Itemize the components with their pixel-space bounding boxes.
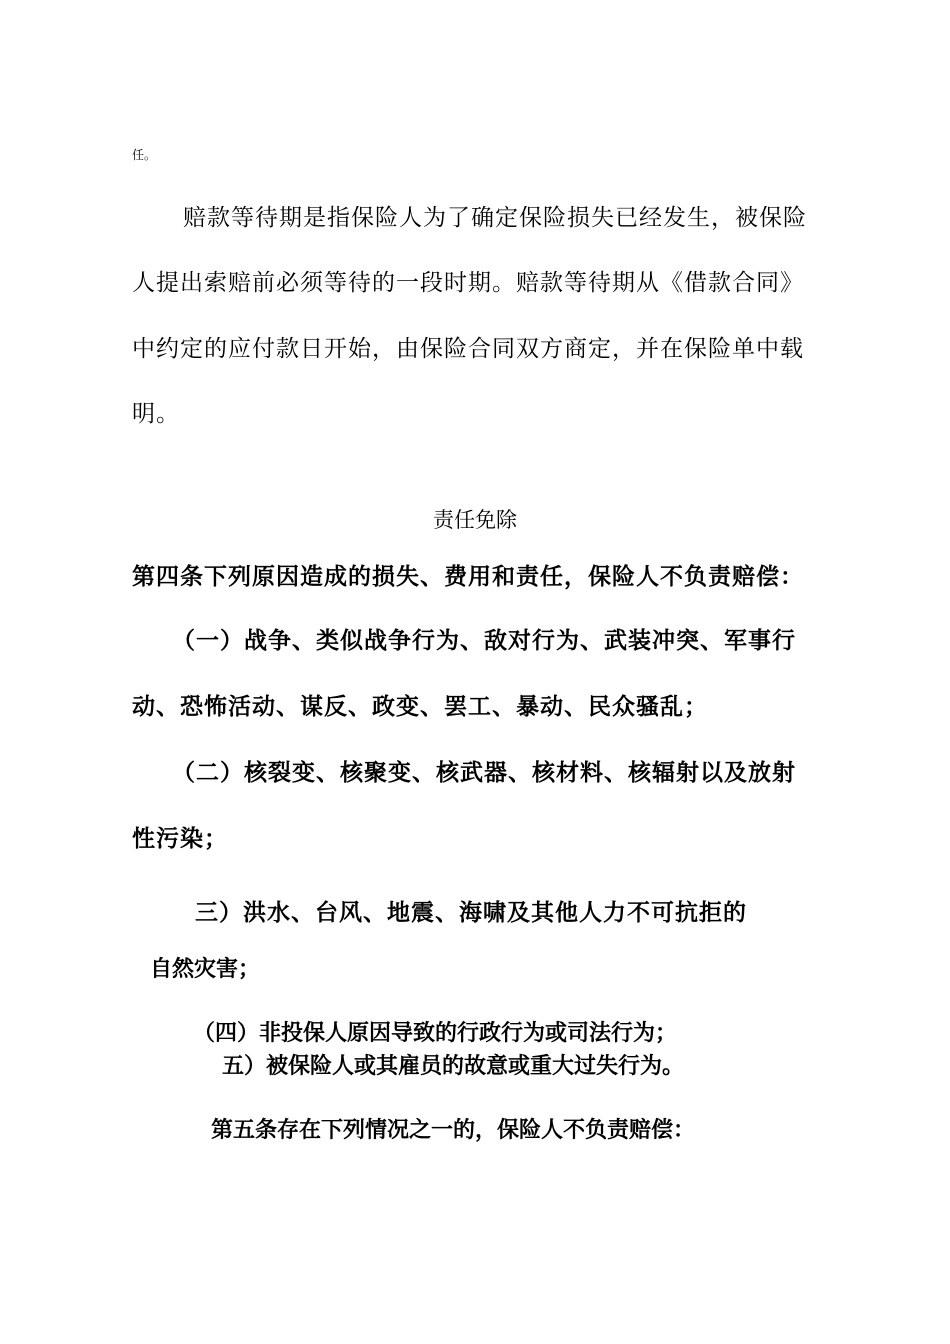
item-1-line-1: （一）战争、类似战争行为、敌对行为、武装冲突、军事行 <box>172 628 796 654</box>
section-title: 责任免除 <box>433 508 517 532</box>
article-4-title: 第四条下列原因造成的损失、费用和责任，保险人不负责赔偿： <box>132 564 804 590</box>
waiting-paragraph-line-3: 中约定的应付款日开始，由保险合同双方商定，并在保险单中载 <box>132 336 804 362</box>
item-2-line-2: 性污染； <box>132 826 228 852</box>
waiting-paragraph-line-2: 人提出索赔前必须等待的一段时期。赔款等待期从《借款合同》 <box>132 270 804 296</box>
waiting-paragraph-line-4: 明。 <box>132 401 180 427</box>
item-4: （四）非投保人原因导致的行政行为或司法行为； <box>193 1021 678 1046</box>
item-1-line-2: 动、恐怖活动、谋反、政变、罢工、暴动、民众骚乱； <box>132 694 708 720</box>
item-5: 五）被保险人或其雇员的故意或重大过失行为。 <box>222 1054 685 1079</box>
item-2-line-1: （二）核裂变、核聚变、核武器、核材料、核辐射以及放射 <box>172 760 796 786</box>
article-5-title: 第五条存在下列情况之一的，保险人不负责赔偿： <box>211 1118 696 1143</box>
item-3-line-2: 自然灾害； <box>150 957 261 982</box>
waiting-paragraph-line-1: 赔款等待期是指保险人为了确定保险损失已经发生，被保险 <box>183 205 807 231</box>
item-3-line-1: 三）洪水、台风、地震、海啸及其他人力不可抗拒的 <box>195 900 747 926</box>
page-fragment: 任。 <box>132 148 157 162</box>
